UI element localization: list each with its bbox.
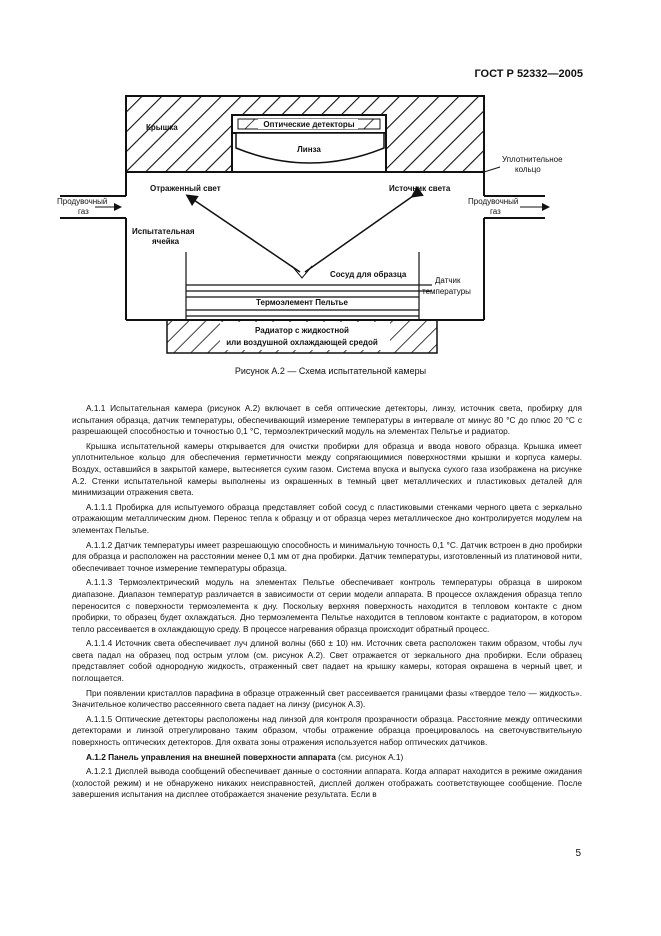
sample-vessel-label: Сосуд для образца xyxy=(330,270,407,279)
temp-sensor-label: Датчик xyxy=(435,276,461,285)
peltier-module xyxy=(186,252,432,320)
section-heading-title: А.1.2 Панель управления на внешней поверхности аппарата xyxy=(86,751,336,762)
test-cell-label: ячейка xyxy=(152,237,180,246)
lid-label: Крышка xyxy=(146,123,178,132)
temp-sensor-label: температуры xyxy=(422,287,471,296)
document-id-header: ГОСТ Р 52332—2005 xyxy=(474,68,583,80)
lens-label: Линза xyxy=(297,145,321,154)
incident-light-ray xyxy=(305,196,413,272)
purge-gas-out-label: Продувочный xyxy=(468,197,519,206)
radiator xyxy=(167,320,437,353)
purge-gas-in-label: газ xyxy=(78,207,89,216)
seal-ring-label: Уплотнительное xyxy=(502,155,563,164)
purge-gas-out-label: газ xyxy=(490,207,501,216)
radiator-label: Радиатор с жидкостной xyxy=(255,326,349,335)
paragraph: А.1.1.4 Источник света обеспечивает луч длиной волны (660 ± 10) нм. Источник света расположен таким образом, чтобы луч света падал на образец под острым углом (см. рисунок А.2). Свет отражается от зеркального дна пробирки. Если образец представляет собой однородную жидкость, отраженный свет падает на крышку камеры, которая окрашена в черный цвет, и поглощается. xyxy=(72,638,582,684)
paragraph: А.1.1 Испытательная камера (рисунок А.2) включает в себя оптические детекторы, линзу, источник света, пробирку для испытания образца, датчик температуры, обеспечивающий измерение температуры в интервале от минус 80 °С до плюс 20 °С с разрешающей способностью и точностью 0,1 °С, термоэлектрический модуль на элементах Пельтье и радиатор. xyxy=(72,403,582,437)
optical-detectors-label: Оптические детекторы xyxy=(263,120,355,129)
peltier-label: Термоэлемент Пельтье xyxy=(256,298,348,307)
light-source-label: Источник света xyxy=(389,184,451,193)
purge-gas-in-label: Продувочный xyxy=(57,197,108,206)
test-cell-label: Испытательная xyxy=(132,227,195,236)
page-number: 5 xyxy=(575,848,581,859)
paragraph: А.1.1.1 Пробирка для испытуемого образца представляет собой сосуд с пластиковыми стенками черного цвета с зеркально отражающим металлическим дном. Перенос тепла к образцу и от образца через металлическое дно контролируется модулем на элементах Пельтье. xyxy=(72,501,582,535)
paragraph: А.1.1.5 Оптические детекторы расположены над линзой для контроля прозрачности образца. Расстояние между оптическими детекторами и линзой отрегулировано таким образом, чтобы отражение образца проецировалось на светочувствительную поверхность оптических детекторов. Для охвата зоны отражения используется набор оптических датчиков. xyxy=(72,713,582,748)
reflected-light-label: Отраженный свет xyxy=(150,184,221,193)
reflected-light-ray xyxy=(188,196,300,272)
section-heading-ref: (см. рисунок А.1) xyxy=(335,751,404,762)
paragraph: Крышка испытательной камеры открывается для очистки пробирки для образца и ввода нового образца. Крышка имеет уплотнительное кольцо для обеспечения герметичности между сопрягающимися поверхностями крышки и корпуса камеры. Воздух, оставшийся в закрытой камере, вытесняется сухим газом. Система впуска и выпуска сухого газа изображена на рисунке А.2. Стенки испытательной камеры выполнены из окрашенных в темный цвет металлических и пластиковых деталей для минимизации отражения света. xyxy=(72,440,582,498)
paragraph: При появлении кристаллов парафина в образце отраженный свет рассеивается границами фазы «твердое тело — жидкость». Значительное количество рассеянного света падает на линзу (рисунок А.3). xyxy=(72,687,582,710)
test-chamber-diagram xyxy=(0,0,661,380)
paragraph: А.1.1.2 Датчик температуры имеет разрешающую способность и минимальную точность 0,1 °С. Датчик встроен в дно пробирки для образца и расположен на расстоянии менее 0,1 мм от дна пробирки. Датчик температуры, изготовленный из платиновой нити, обеспечивает точное измерение температуры образца. xyxy=(72,539,582,573)
section-heading xyxy=(72,752,582,764)
radiator-label: или воздушной охлаждающей средой xyxy=(226,338,378,347)
seal-ring-label: кольцо xyxy=(515,165,541,174)
paragraph: А.1.2.1 Дисплей вывода сообщений обеспечивает данные о состоянии аппарата. Когда аппарат находится в режиме ожидания (холостой режим) и не обнаружено никаких неисправностей, дисплей должен отображать соответствующее сообщение. После завершения испытания на дисплее отображается значение результата. Если в xyxy=(72,766,582,800)
figure-caption: Рисунок А.2 — Схема испытательной камеры xyxy=(234,366,427,376)
body-text xyxy=(72,403,582,801)
paragraph: А.1.1.3 Термоэлектрический модуль на элементах Пельтье обеспечивает контроль температуры образца в широком диапазоне. Диапазон температур различается в зависимости от серии модели аппарата. В процессе охлаждения образца тепло переносится с поверхности термоэлемента к дну. Поскольку верхняя поверхность находится в тепловом контакте с дном пробирки, то образец будет охлаждаться. Дно термоэлемента Пельтье находится в тепловом контакте с радиатором, в котором тепло рассеивается в охлаждающую среду. В процессе нагревания образца происходит обратный процесс. xyxy=(72,577,582,634)
seal-ring xyxy=(484,167,500,172)
